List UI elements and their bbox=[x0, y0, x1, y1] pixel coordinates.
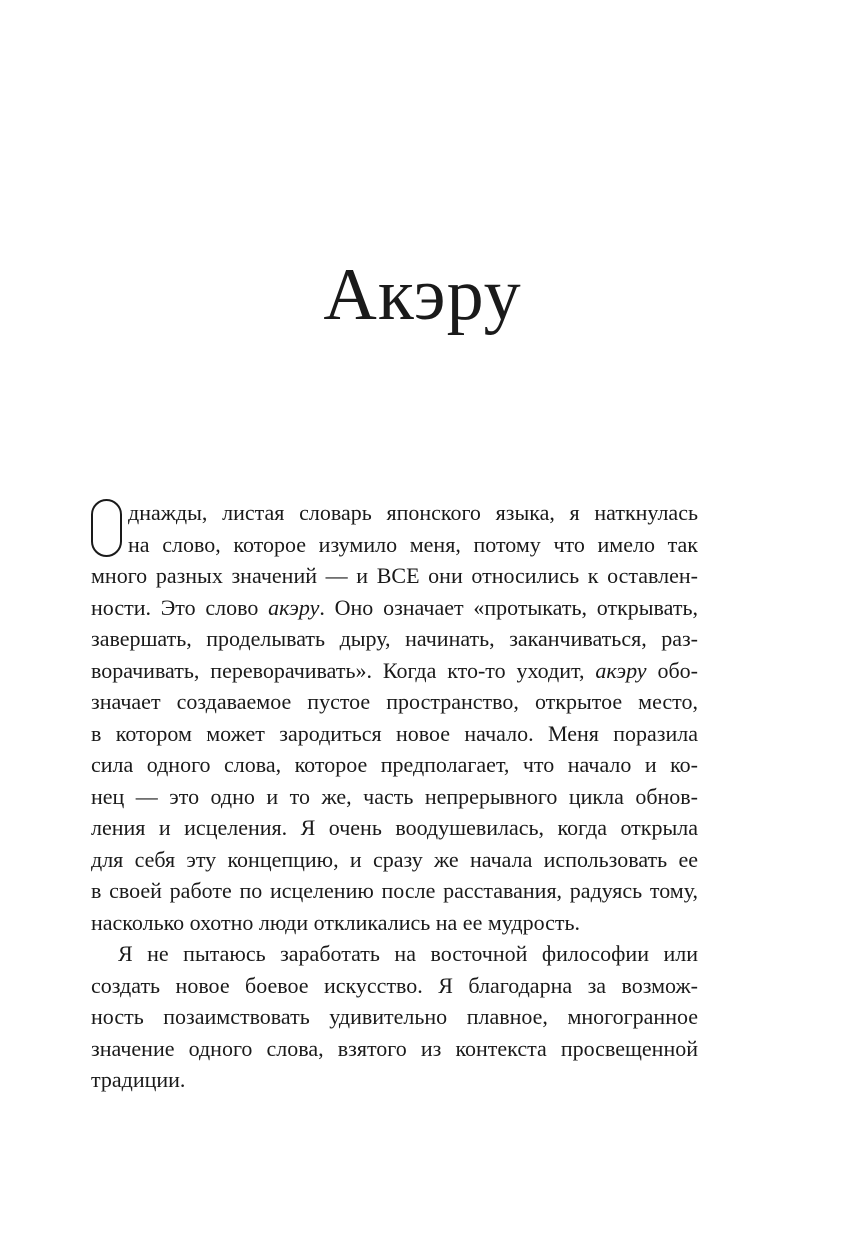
text-line: ности. Это слово акэру. Оно означает «протыкать, открывать, bbox=[91, 594, 698, 620]
text-line: на слово, которое изумило меня, потому что имело так bbox=[128, 531, 698, 557]
text-line: нец — это одно и то же, часть непрерывного цикла обнов- bbox=[91, 783, 698, 809]
text-line: значает создаваемое пустое пространство, открытое место, bbox=[91, 689, 698, 714]
text-line: Я не пытаюсь заработать на восточной философии или bbox=[118, 941, 698, 966]
chapter-title: Акэру bbox=[323, 253, 522, 336]
body-text bbox=[91, 497, 698, 1096]
text-line: традиции. bbox=[91, 1067, 186, 1092]
italic-term: акэру bbox=[268, 594, 320, 620]
text-line: ворачивать, переворачивать». Когда кто-то уходит, акэру обо- bbox=[91, 657, 698, 683]
text-line: много разных значений — и ВСЕ они относились к оставлен- bbox=[91, 563, 698, 588]
text-line: значение одного слова, взятого из контекста просвещенной bbox=[91, 1035, 698, 1061]
text-line: завершать, проделывать дыру, начинать, заканчиваться, раз- bbox=[91, 626, 698, 651]
text-line: сила одного слова, которое предполагает, что начало и ко- bbox=[91, 752, 698, 777]
dropcap-letter bbox=[91, 499, 122, 557]
text-line: насколько охотно люди откликались на ее мудрость. bbox=[91, 909, 581, 935]
text-line: для себя эту концепцию, и сразу же начала использовать ее bbox=[91, 846, 698, 872]
italic-term: акэру bbox=[595, 657, 647, 683]
text-line: в своей работе по исцелению после расставания, радуясь тому, bbox=[91, 878, 698, 903]
text-line: создать новое боевое искусство. Я благодарна за возмож- bbox=[91, 972, 698, 998]
text-line: днажды, листая словарь японского языка, я наткнулась bbox=[128, 500, 698, 525]
text-line: ления и исцеления. Я очень воодушевилась, когда открыла bbox=[91, 815, 698, 840]
text-line: в котором может зародиться новое начало. Меня поразила bbox=[91, 720, 698, 746]
text-line: ность позаимствовать удивительно плавное, многогранное bbox=[91, 1004, 698, 1029]
